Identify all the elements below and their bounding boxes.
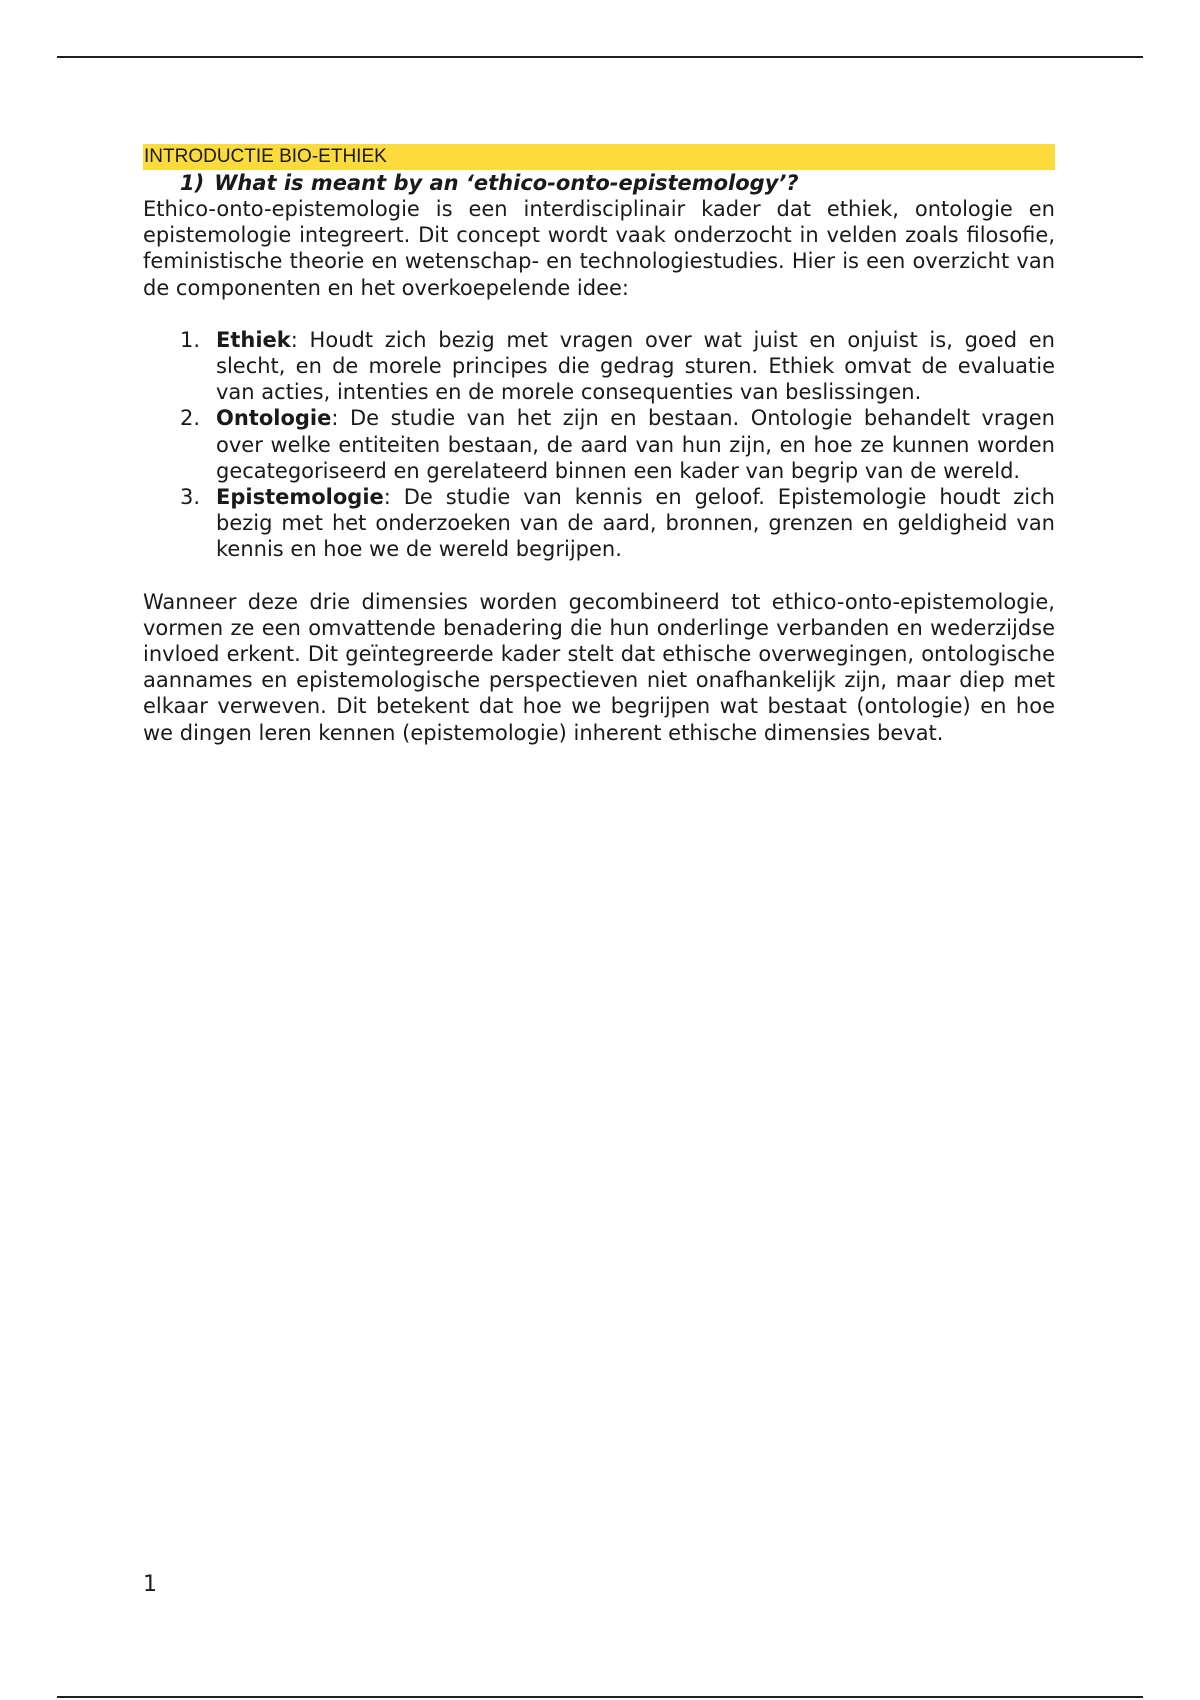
footer-rule (57, 1696, 1143, 1698)
spacer (143, 563, 1055, 589)
intro-paragraph: Ethico-onto-epistemologie is een interdisciplinair kader dat ethiek, ontologie en epistemologie integreert. Dit concept wordt vaak onderzocht in velden zoals filosofie, feministische theorie en wetenschap- en technologiestudies. Hier is een overzicht van de componenten en het overkoepelende idee: (143, 197, 1055, 300)
list-item-text: : Houdt zich bezig met vragen over wat juist en onjuist is, goed en slecht, en de morele principes die gedrag sturen. Ethiek omvat de evaluatie van acties, intenties en de morele consequenties van beslissingen. (216, 327, 1055, 405)
document-body (143, 144, 1055, 746)
page-number: 1 (143, 1572, 157, 1597)
list-item (143, 327, 1055, 406)
header-rule (57, 56, 1143, 58)
list-item-text: : De studie van het zijn en bestaan. Ontologie behandelt vragen over welke entiteiten bestaan, de aard van hun zijn, en hoe ze kunnen worden gecategoriseerd en gerelateerd binnen een kader van begrip van de wereld. (216, 406, 1055, 483)
list-item-number: 2. (180, 406, 201, 431)
list-item-text: : De studie van kennis en geloof. Epistemologie houdt zich bezig met het onderzoeken van de aard, bronnen, grenzen en geldigheid van kennis en hoe we de wereld begrijpen. (216, 485, 1055, 562)
conclusion-paragraph: Wanneer deze drie dimensies worden gecombineerd tot ethico-onto-epistemologie, vormen ze een omvattende benadering die hun onderlinge verbanden en wederzijdse invloed erkent. Dit geïntegreerde kader stelt dat ethische overwegingen, ontologische aannames en epistemologische perspectieven niet onafhankelijk zijn, maar diep met elkaar verweven. Dit betekent dat hoe we begrijpen wat bestaat (ontologie) en hoe we dingen leren kennen (epistemologie) inherent ethische dimensies bevat. (143, 589, 1055, 745)
list-item-term: Epistemologie (216, 485, 384, 510)
question-text: What is meant by an ‘ethico-onto-epistemology’? (214, 171, 799, 195)
spacer (143, 301, 1055, 327)
list-item-term: Ontologie (216, 406, 332, 431)
components-list (143, 327, 1055, 563)
list-item (143, 405, 1055, 484)
question-number: 1) (180, 171, 205, 195)
list-item-number: 1. (180, 327, 201, 352)
question-heading (180, 170, 1055, 196)
list-item-term: Ethiek (216, 327, 291, 352)
list-item-number: 3. (180, 485, 201, 510)
list-item (143, 484, 1055, 563)
section-title: INTRODUCTIE BIO-ETHIEK (143, 144, 1055, 170)
